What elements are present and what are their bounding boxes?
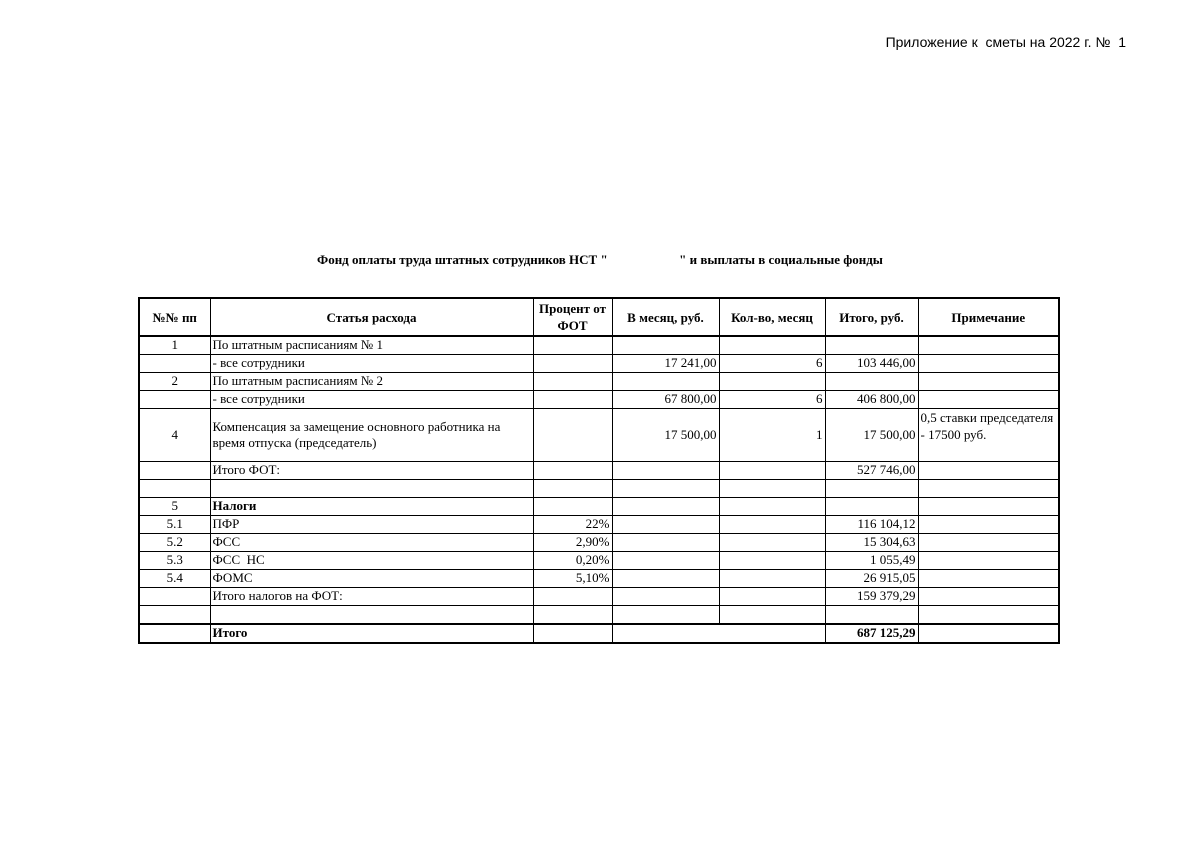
cell-num: 5.3 [139,552,210,570]
cell-num [139,606,210,625]
cell-percent [533,336,612,355]
cell-total [825,336,918,355]
cell-months: 6 [719,355,825,373]
cell-note [918,462,1059,480]
header-percent: Процент от ФОТ [533,298,612,336]
cell-monthly [612,373,719,391]
cell-monthly: 67 800,00 [612,391,719,409]
cell-item [210,480,533,498]
cell-total [825,480,918,498]
table-row [139,355,1059,373]
header-months: Кол-во, месяц [719,298,825,336]
cell-monthly [612,552,719,570]
cell-total: 406 800,00 [825,391,918,409]
cell-monthly [612,462,719,480]
cell-percent [533,606,612,625]
cell-months [719,373,825,391]
cell-months: 1 [719,409,825,462]
cell-num [139,588,210,606]
cell-note [918,391,1059,409]
table-row [139,391,1059,409]
cell-total: 1 055,49 [825,552,918,570]
cell-note [918,570,1059,588]
table-row [139,373,1059,391]
cell-monthly: 17 241,00 [612,355,719,373]
cell-num: 5.1 [139,516,210,534]
header-monthly: В месяц, руб. [612,298,719,336]
header-total: Итого, руб. [825,298,918,336]
cell-months [719,498,825,516]
cell-item: ФОМС [210,570,533,588]
cell-total: 116 104,12 [825,516,918,534]
cell-months [719,336,825,355]
cell-months [719,588,825,606]
appendix-note: Приложение к сметы на 2022 г. № 1 [885,34,1126,50]
cell-item: - все сотрудники [210,355,533,373]
cell-total: 15 304,63 [825,534,918,552]
cell-percent [533,480,612,498]
cell-months [719,606,825,625]
cell-item [210,606,533,625]
cell-num [139,462,210,480]
cell-monthly [612,498,719,516]
cell-monthly: 17 500,00 [612,409,719,462]
cell-item: Итого налогов на ФОТ: [210,588,533,606]
table-row [139,552,1059,570]
cell-num: 1 [139,336,210,355]
header-note: Примечание [918,298,1059,336]
cell-months: 6 [719,391,825,409]
grand-total-value: 687 125,29 [825,624,918,643]
table-row [139,588,1059,606]
cell-percent: 22% [533,516,612,534]
cell-percent [533,462,612,480]
cell-percent: 0,20% [533,552,612,570]
table-row [139,570,1059,588]
cell-percent [533,624,612,643]
cell-percent [533,355,612,373]
cell-item: По штатным расписаниям № 2 [210,373,533,391]
cell-item: ПФР [210,516,533,534]
cell-note [918,516,1059,534]
cell-num: 5.2 [139,534,210,552]
cell-total [825,373,918,391]
cell-months [719,552,825,570]
cell-item: Итого ФОТ: [210,462,533,480]
cell-num: 2 [139,373,210,391]
cell-note [918,606,1059,625]
table-row [139,480,1059,498]
cell-num: 4 [139,409,210,462]
cell-months [719,480,825,498]
cell-num [139,624,210,643]
cell-note [918,355,1059,373]
cell-percent [533,588,612,606]
cell-item: Налоги [210,498,533,516]
cell-monthly [612,480,719,498]
cell-total: 17 500,00 [825,409,918,462]
cell-note [918,534,1059,552]
cell-total: 159 379,29 [825,588,918,606]
table-row [139,534,1059,552]
payroll-table [138,297,1060,644]
cell-item: - все сотрудники [210,391,533,409]
cell-num [139,391,210,409]
cell-monthly-months [612,624,825,643]
cell-note [918,480,1059,498]
cell-item: По штатным расписаниям № 1 [210,336,533,355]
cell-monthly [612,516,719,534]
cell-percent [533,373,612,391]
cell-note [918,498,1059,516]
table-row [139,498,1059,516]
cell-percent: 2,90% [533,534,612,552]
table-row [139,409,1059,462]
cell-percent [533,409,612,462]
cell-total: 26 915,05 [825,570,918,588]
cell-note: 0,5 ставки председателя - 17500 руб. [918,409,1059,462]
table-row [139,606,1059,625]
cell-item: Компенсация за замещение основного работника на время отпуска (председатель) [210,409,533,462]
cell-num [139,355,210,373]
table-header-row [139,298,1059,336]
cell-percent [533,498,612,516]
table-row [139,516,1059,534]
cell-total [825,498,918,516]
document-title: Фонд оплаты труда штатных сотрудников НСТ " " и выплаты в социальные фонды [317,252,883,267]
cell-monthly [612,534,719,552]
header-num: №№ пп [139,298,210,336]
cell-percent: 5,10% [533,570,612,588]
cell-months [719,516,825,534]
cell-note [918,373,1059,391]
cell-monthly [612,588,719,606]
cell-monthly [612,570,719,588]
cell-note [918,552,1059,570]
cell-note [918,336,1059,355]
cell-num [139,480,210,498]
cell-item: ФСС НС [210,552,533,570]
cell-monthly [612,336,719,355]
cell-months [719,570,825,588]
cell-note [918,588,1059,606]
cell-item: ФСС [210,534,533,552]
grand-total-row [139,624,1059,643]
cell-total [825,606,918,625]
cell-total: 103 446,00 [825,355,918,373]
cell-total: 527 746,00 [825,462,918,480]
table-row [139,336,1059,355]
cell-percent [533,391,612,409]
header-item: Статья расхода [210,298,533,336]
cell-months [719,462,825,480]
grand-total-label: Итого [210,624,533,643]
table-row [139,462,1059,480]
cell-num: 5 [139,498,210,516]
cell-months [719,534,825,552]
cell-num: 5.4 [139,570,210,588]
cell-note [918,624,1059,643]
cell-monthly [612,606,719,625]
